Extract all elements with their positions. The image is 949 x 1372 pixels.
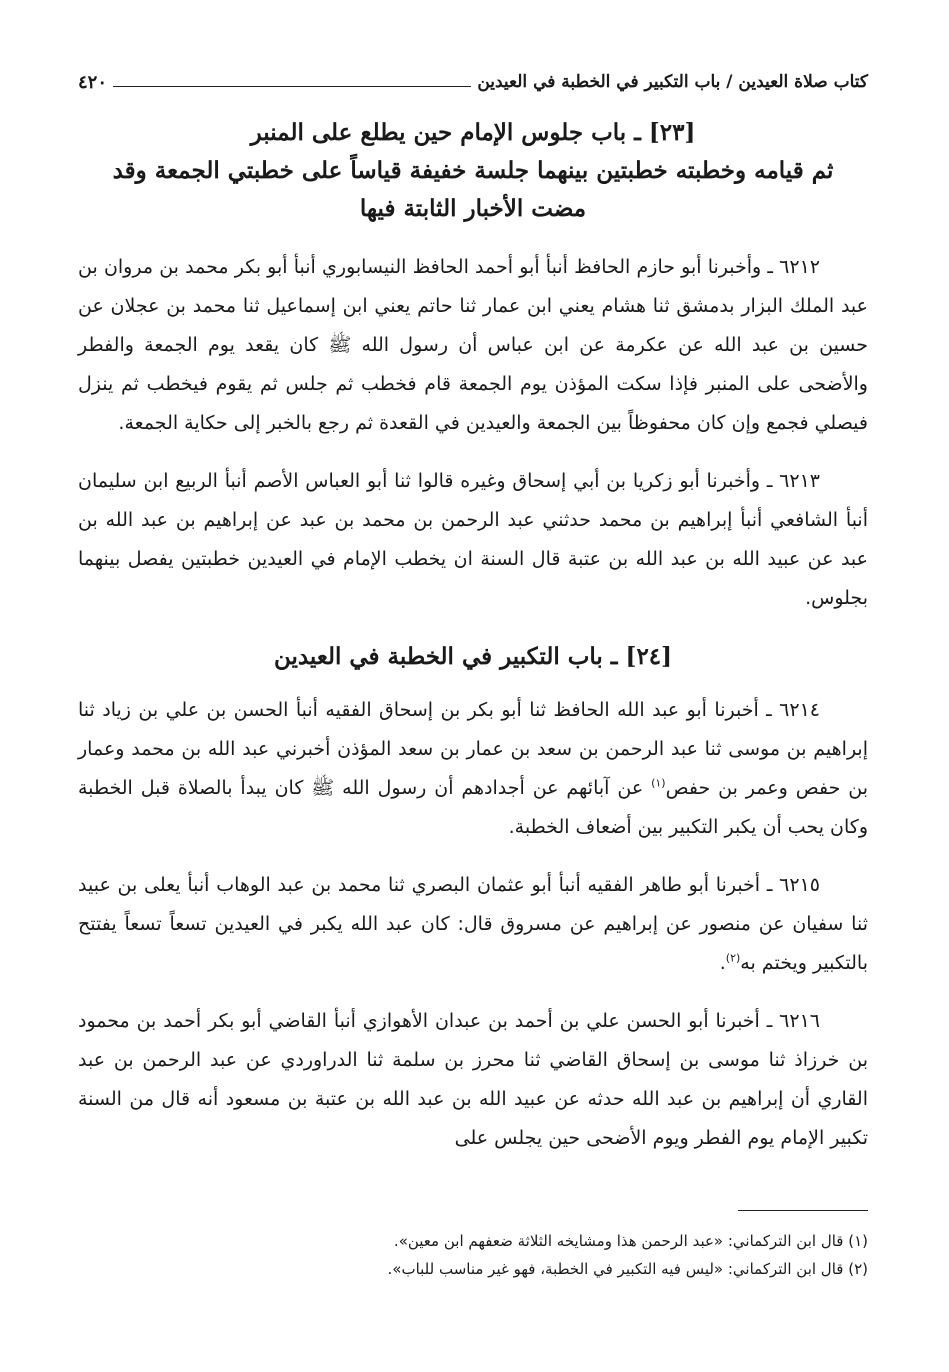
footnote-2: (٢) قال ابن التركماني: «ليس فيه التكبير في الخطبة، فهو غير مناسب للباب».	[387, 1260, 868, 1278]
footnotes	[78, 1227, 868, 1283]
chapter-title-line-2: ثم قيامه وخطبته خطبتين بينهما جلسة خفيفة قياساً على خطبتي الجمعة وقد	[112, 157, 834, 184]
footnote-ref-1[interactable]: (١)	[651, 776, 666, 790]
chapter-title-line-3: مضت الأخبار الثابتة فيها	[359, 195, 587, 222]
footnote-ref-2[interactable]: (٢)	[725, 951, 741, 965]
chapter-title-line-1: [٢٣] ـ باب جلوس الإمام حين يطلع على المنبر	[250, 119, 696, 146]
hadith-6215-text-a: ٦٢١٥ ـ أخبرنا أبو طاهر الفقيه أنبأ أبو عثمان البصري ثنا محمد بن عبد الوهاب أنبأ يعلى بن عبيد ثنا سفيان عن منصور عن إبراهيم عن مسروق قال: كان عبد الله يكبر في العيدين تسعاً تسعاً يفتتح بالتكبير ويختم به	[78, 874, 868, 974]
footnote-divider	[738, 1210, 868, 1211]
hadith-6212: ٦٢١٢ ـ وأخبرنا أبو حازم الحافظ أنبأ أبو أحمد الحافظ النيسابوري أنبأ أبو بكر محمد بن مروان بن عبد الملك البزار بدمشق ثنا هشام يعني ابن عمار ثنا حاتم يعني ابن إسماعيل ثنا محمد بن عجلان عن حسين بن عبد الله عن عكرمة عن ابن عباس أن رسول الله ﷺ كان يقعد يوم الجمعة والفطر والأضحى على المنبر فإذا سكت المؤذن يوم الجمعة قام فخطب ثم جلس ثم يقوم فيخطب ثم ينزل فيصلي فجمع وإن كان محفوظاً بين الجمعة والعيدين في القعدة ثم رجع بالخبر إلى حكاية الجمعة.	[78, 256, 868, 434]
book-page	[78, 62, 868, 1278]
hadith-6215	[78, 866, 868, 983]
page-number: ٤٢٠	[78, 71, 108, 93]
section-title-24: [٢٤] ـ باب التكبير في الخطبة في العيدين	[273, 643, 673, 670]
chapter-title	[78, 114, 868, 228]
hadith-6214-text-b: عن آبائهم عن أجدادهم أن رسول الله ﷺ كان يبدأ بالصلاة قبل الخطبة وكان يحب أن يكبر التكبير بين أضعاف الخطبة.	[78, 777, 868, 838]
header-rule	[113, 86, 471, 87]
hadith-6216: ٦٢١٦ ـ أخبرنا أبو الحسن علي بن أحمد بن عبدان الأهوازي أنبأ القاضي أبو بكر أحمد بن محمود بن خرزاذ ثنا موسى بن إسحاق القاضي ثنا محرز بن سلمة ثنا الدراوردي عن عبد الرحمن بن عبد القاري أن إبراهيم بن عبد الله حدثه عن عبيد الله بن عبد الله بن عتبة بن مسعود أنه قال من السنة تكبير الإمام يوم الفطر ويوم الأضحى حين يجلس على	[78, 1010, 868, 1149]
hadith-6213: ٦٢١٣ ـ وأخبرنا أبو زكريا بن أبي إسحاق وغيره قالوا ثنا أبو العباس الأصم أنبأ الربيع ابن سليمان أنبأ الشافعي أنبأ إبراهيم بن محمد حدثني عبد الرحمن بن محمد بن عبد عن إبراهيم بن عبد الله بن عبد عن عبيد الله بن عبد الله بن عتبة قال السنة ان يخطب الإمام في العيدين خطبتين يفصل بينهما بجلوس.	[78, 470, 868, 609]
hadith-6214-text-a: ٦٢١٤ ـ أخبرنا أبو عبد الله الحافظ ثنا أبو بكر بن إسحاق الفقيه أنبأ الحسن بن علي بن زياد ثنا إبراهيم بن موسى ثنا عبد الرحمن بن سعد بن عمار بن سعد المؤذن أخبرني عبد الله بن محمد وعمار بن حفص وعمر بن حفص	[78, 699, 868, 799]
footnote-1: (١) قال ابن التركماني: «عبد الرحمن هذا ومشايخه الثلاثة ضعفهم ابن معين».	[393, 1232, 868, 1250]
hadith-6214	[78, 691, 868, 847]
hadith-6215-text-b: .	[719, 952, 726, 974]
running-header	[78, 62, 868, 102]
running-title: كتاب صلاة العيدين / باب التكبير في الخطبة في العيدين	[477, 72, 868, 92]
